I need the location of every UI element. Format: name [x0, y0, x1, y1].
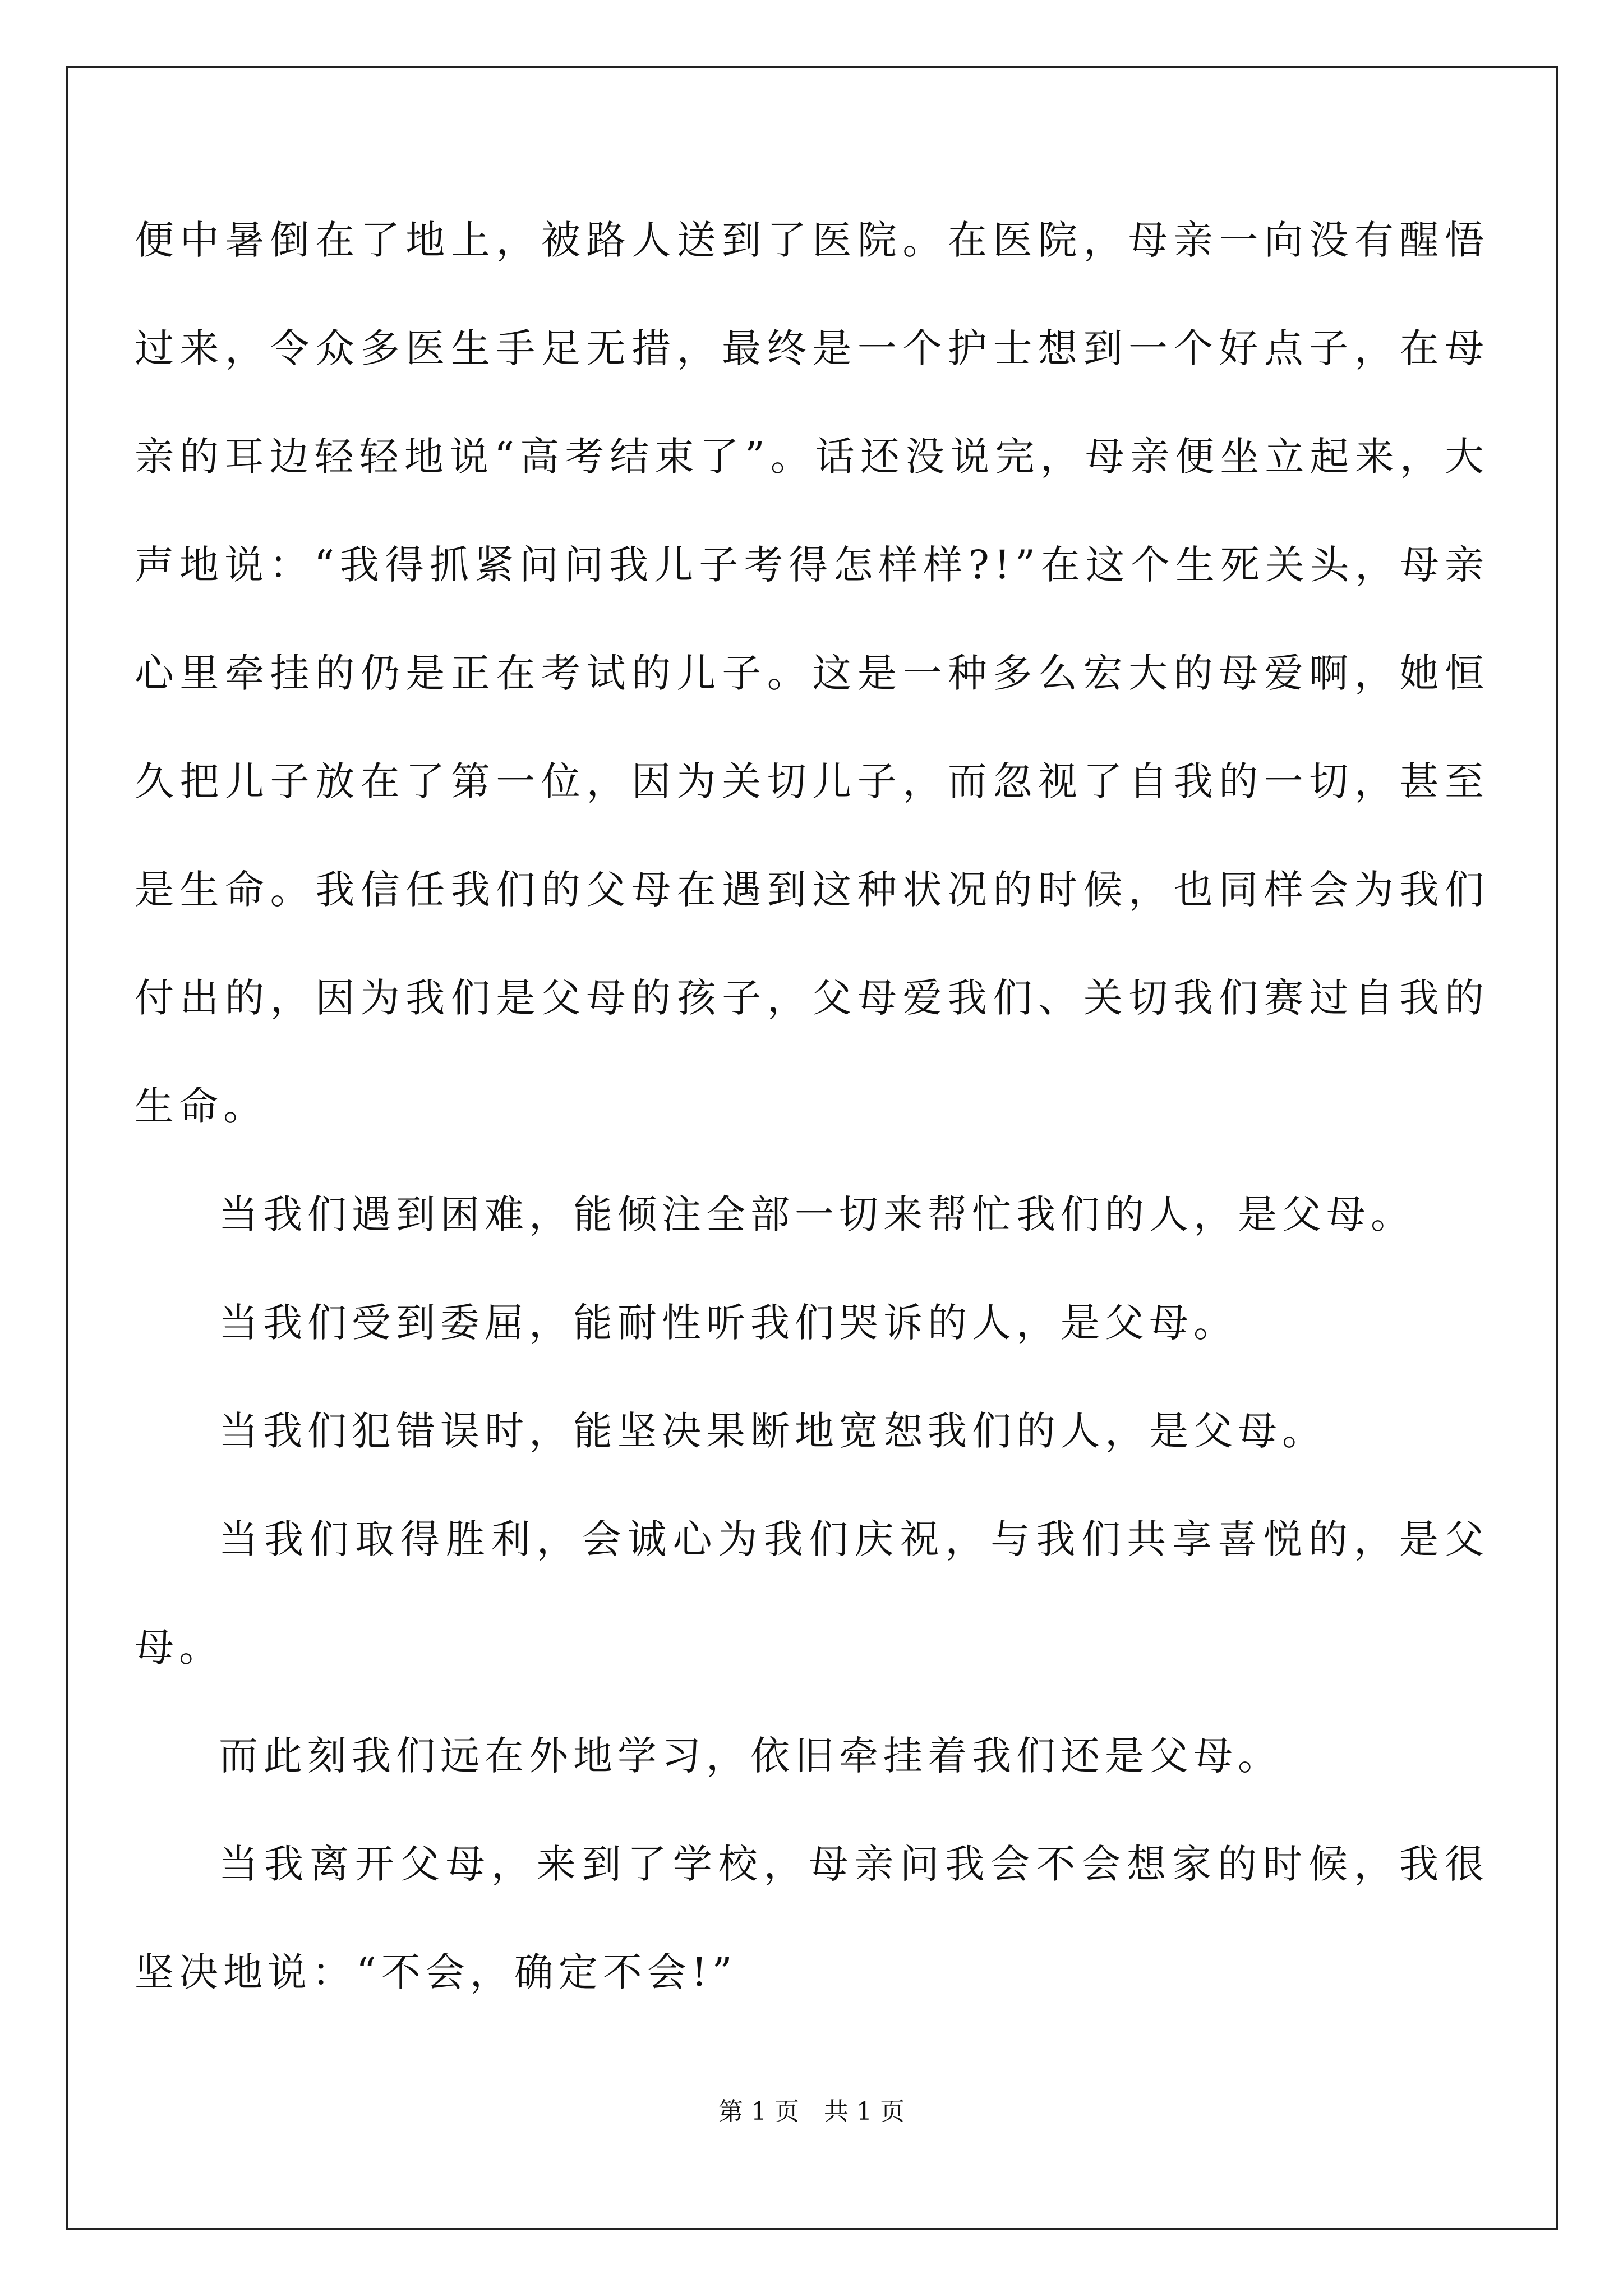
- paragraph-3: 当我们受到委屈，能耐性听我们哭诉的人，是父母。: [219, 1300, 1238, 1346]
- paragraph-6: 而此刻我们远在外地学习，依旧牵挂着我们还是父母。: [219, 1733, 1282, 1779]
- document-body: [135, 186, 1489, 2027]
- paragraph-2: 当我们遇到困难，能倾注全部一切来帮忙我们的人，是父母。: [219, 1191, 1415, 1237]
- paragraph-7: 当我离开父母，来到了学校，母亲问我会不会想家的时候，我很坚决地说：“不会，确定不会!”: [135, 1841, 1489, 1995]
- page-number-footer: 第 1 页 共 1 页: [718, 2097, 905, 2126]
- paragraph-5: 当我们取得胜利，会诚心为我们庆祝，与我们共享喜悦的，是父母。: [135, 1516, 1489, 1671]
- paragraph-4: 当我们犯错误时，能坚决果断地宽恕我们的人，是父母。: [219, 1408, 1326, 1454]
- paragraph-1: 便中暑倒在了地上，被路人送到了医院。在医院，母亲一向没有醒悟过来，令众多医生手足无措，最终是一个护士想到一个好点子，在母亲的耳边轻轻地说“高考结束了”。话还没说完，母亲便坐立起来，大声地说：“我得抓紧问问我儿子考得怎样样?!”在这个生死关头，母亲心里牵挂的仍是正在考试的儿子。这是一种多么宏大的母爱啊，她恒久把儿子放在了第一位，因为关切儿子，而忽视了自我的一切，甚至是生命。我信任我们的父母在遇到这种状况的时候，也同样会为我们付出的，因为我们是父母的孩子，父母爱我们、关切我们赛过自我的生命。: [135, 217, 1489, 1129]
